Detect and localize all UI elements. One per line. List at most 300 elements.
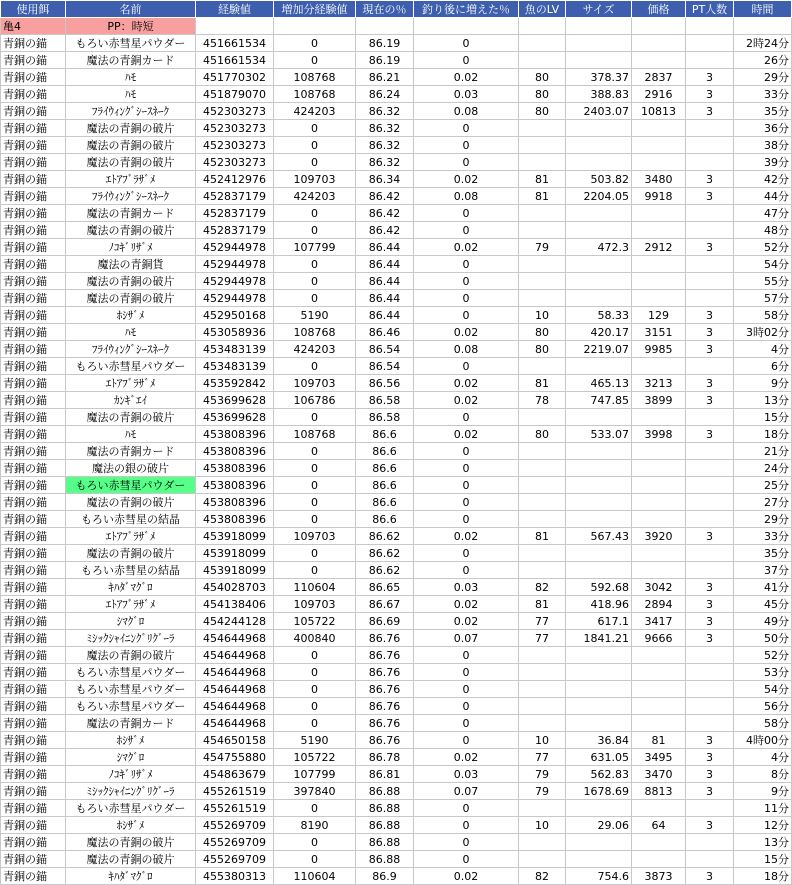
table-cell[interactable]: 86.76 (356, 715, 414, 732)
table-cell[interactable]: 9分 (734, 783, 792, 800)
table-cell[interactable]: 454644968 (196, 681, 274, 698)
table-cell[interactable]: 3 (686, 375, 734, 392)
table-cell[interactable]: 452950168 (196, 307, 274, 324)
table-cell[interactable]: 3470 (632, 766, 686, 783)
table-cell[interactable]: 3 (686, 868, 734, 885)
table-cell[interactable]: 魔法の青銅の破片 (66, 409, 196, 426)
table-cell[interactable]: 81 (519, 596, 566, 613)
table-cell[interactable]: 86.32 (356, 154, 414, 171)
table-cell[interactable]: 3 (686, 528, 734, 545)
table-cell[interactable] (566, 154, 632, 171)
table-cell[interactable]: 50分 (734, 630, 792, 647)
table-cell[interactable]: 592.68 (566, 579, 632, 596)
table-cell[interactable]: 3 (686, 341, 734, 358)
table-cell[interactable]: 青銅の錨 (1, 222, 66, 239)
table-cell[interactable]: 451770302 (196, 69, 274, 86)
table-cell[interactable]: 0 (274, 664, 356, 681)
table-cell[interactable] (566, 222, 632, 239)
table-cell[interactable] (686, 511, 734, 528)
table-cell[interactable]: 0 (414, 273, 519, 290)
table-cell[interactable] (519, 511, 566, 528)
table-cell[interactable]: 86.88 (356, 851, 414, 868)
table-cell[interactable]: 451661534 (196, 52, 274, 69)
table-cell[interactable]: 424203 (274, 341, 356, 358)
table-cell[interactable]: 108768 (274, 69, 356, 86)
table-cell[interactable] (632, 443, 686, 460)
table-cell[interactable]: 747.85 (566, 392, 632, 409)
table-cell[interactable] (632, 18, 686, 35)
table-cell[interactable]: 29分 (734, 69, 792, 86)
table-cell[interactable]: 58分 (734, 307, 792, 324)
table-cell[interactable]: 80 (519, 86, 566, 103)
table-cell[interactable]: 0 (414, 511, 519, 528)
subheader-note-cell[interactable]: PP：時短 (66, 18, 196, 35)
table-cell[interactable]: 454644968 (196, 647, 274, 664)
table-cell[interactable] (686, 205, 734, 222)
table-cell[interactable]: 86.62 (356, 545, 414, 562)
table-cell[interactable]: 2403.07 (566, 103, 632, 120)
table-cell[interactable]: 青銅の錨 (1, 273, 66, 290)
table-cell[interactable]: ｴﾄｱﾌﾞﾗｻﾞﾒ (66, 596, 196, 613)
table-cell[interactable] (686, 800, 734, 817)
table-cell[interactable] (519, 562, 566, 579)
col-header-price[interactable]: 価格 (632, 1, 686, 18)
table-cell[interactable]: 3213 (632, 375, 686, 392)
table-cell[interactable]: 0 (414, 545, 519, 562)
table-cell[interactable]: 0 (274, 477, 356, 494)
table-cell[interactable]: 86.81 (356, 766, 414, 783)
table-cell[interactable]: 0.08 (414, 188, 519, 205)
table-cell[interactable]: 魔法の青銅カード (66, 205, 196, 222)
table-cell[interactable]: もろい赤彗星パウダー (66, 800, 196, 817)
table-cell[interactable]: 8813 (632, 783, 686, 800)
table-cell[interactable]: 5190 (274, 732, 356, 749)
table-cell[interactable]: 86.88 (356, 783, 414, 800)
table-cell[interactable] (632, 256, 686, 273)
table-cell[interactable] (686, 290, 734, 307)
table-cell[interactable]: 魔法の青銅の破片 (66, 273, 196, 290)
table-cell[interactable]: 0.02 (414, 171, 519, 188)
table-cell[interactable]: 青銅の錨 (1, 239, 66, 256)
table-cell[interactable]: 3 (686, 766, 734, 783)
table-cell[interactable] (632, 681, 686, 698)
table-cell[interactable]: 54分 (734, 256, 792, 273)
table-cell[interactable]: 86.19 (356, 35, 414, 52)
table-cell[interactable] (566, 137, 632, 154)
table-cell[interactable]: 3 (686, 103, 734, 120)
table-cell[interactable]: 455261519 (196, 800, 274, 817)
table-cell[interactable]: ﾐｼｯｸｼｬｲﾆﾝｸﾞﾘｸﾞｰﾗ (66, 783, 196, 800)
table-cell[interactable]: 青銅の錨 (1, 613, 66, 630)
table-cell[interactable]: 79 (519, 783, 566, 800)
table-cell[interactable]: 562.83 (566, 766, 632, 783)
table-cell[interactable] (566, 205, 632, 222)
table-cell[interactable]: 3 (686, 324, 734, 341)
table-cell[interactable]: 4分 (734, 341, 792, 358)
table-cell[interactable]: 8分 (734, 766, 792, 783)
table-cell[interactable]: 56分 (734, 698, 792, 715)
table-cell[interactable] (686, 494, 734, 511)
table-cell[interactable] (566, 460, 632, 477)
table-cell[interactable]: 451661534 (196, 35, 274, 52)
table-cell[interactable]: 青銅の錨 (1, 732, 66, 749)
table-cell[interactable] (566, 52, 632, 69)
table-cell[interactable]: 27分 (734, 494, 792, 511)
table-cell[interactable]: 青銅の錨 (1, 800, 66, 817)
table-cell[interactable]: 86.19 (356, 52, 414, 69)
table-cell[interactable] (519, 52, 566, 69)
table-cell[interactable] (734, 18, 792, 35)
table-cell[interactable]: もろい赤彗星パウダー (66, 35, 196, 52)
table-cell[interactable] (519, 715, 566, 732)
table-cell[interactable] (632, 35, 686, 52)
table-cell[interactable] (632, 154, 686, 171)
table-cell[interactable] (632, 273, 686, 290)
table-cell[interactable] (566, 681, 632, 698)
table-cell[interactable]: 青銅の錨 (1, 188, 66, 205)
table-cell[interactable]: ﾐｼｯｸｼｬｲﾆﾝｸﾞﾘｸﾞｰﾗ (66, 630, 196, 647)
table-cell[interactable]: もろい赤彗星パウダー (66, 698, 196, 715)
table-cell[interactable]: 453808396 (196, 477, 274, 494)
table-cell[interactable] (356, 18, 414, 35)
table-cell[interactable]: 10813 (632, 103, 686, 120)
table-cell[interactable] (632, 664, 686, 681)
table-cell[interactable]: 533.07 (566, 426, 632, 443)
table-cell[interactable]: 86.65 (356, 579, 414, 596)
table-cell[interactable]: 青銅の錨 (1, 596, 66, 613)
table-cell[interactable]: ﾌﾗｲｳｨﾝｸﾞｼｰｽﾈｰｸ (66, 188, 196, 205)
table-cell[interactable]: 86.6 (356, 477, 414, 494)
table-cell[interactable]: 8190 (274, 817, 356, 834)
table-cell[interactable]: 0 (414, 834, 519, 851)
table-cell[interactable]: 青銅の錨 (1, 647, 66, 664)
table-cell[interactable]: 80 (519, 103, 566, 120)
table-cell[interactable]: 86.42 (356, 205, 414, 222)
table-cell[interactable] (632, 511, 686, 528)
table-cell[interactable]: 455269709 (196, 817, 274, 834)
table-cell[interactable]: 9918 (632, 188, 686, 205)
table-cell[interactable] (566, 511, 632, 528)
table-cell[interactable]: 35分 (734, 103, 792, 120)
table-cell[interactable] (632, 358, 686, 375)
table-cell[interactable]: 81 (519, 171, 566, 188)
table-cell[interactable]: 453808396 (196, 426, 274, 443)
table-cell[interactable]: 378.37 (566, 69, 632, 86)
table-cell[interactable]: 2912 (632, 239, 686, 256)
table-cell[interactable]: 33分 (734, 528, 792, 545)
table-cell[interactable]: 魔法の青銅の破片 (66, 120, 196, 137)
table-cell[interactable]: 39分 (734, 154, 792, 171)
table-cell[interactable]: 109703 (274, 528, 356, 545)
table-cell[interactable]: 26分 (734, 52, 792, 69)
col-header-percent-gain[interactable]: 釣り後に増えた％ (414, 1, 519, 18)
table-cell[interactable] (686, 52, 734, 69)
table-cell[interactable]: 86.58 (356, 409, 414, 426)
table-cell[interactable] (686, 647, 734, 664)
table-cell[interactable]: もろい赤彗星の結晶 (66, 562, 196, 579)
table-cell[interactable]: 0 (414, 290, 519, 307)
table-cell[interactable]: 1841.21 (566, 630, 632, 647)
table-cell[interactable]: 41分 (734, 579, 792, 596)
table-cell[interactable]: 2916 (632, 86, 686, 103)
table-cell[interactable]: 453483139 (196, 341, 274, 358)
table-cell[interactable]: 49分 (734, 613, 792, 630)
table-cell[interactable]: 424203 (274, 188, 356, 205)
table-cell[interactable]: 青銅の錨 (1, 120, 66, 137)
table-cell[interactable] (519, 545, 566, 562)
table-cell[interactable]: 0.02 (414, 324, 519, 341)
table-cell[interactable]: 36分 (734, 120, 792, 137)
table-cell[interactable]: 86.69 (356, 613, 414, 630)
table-cell[interactable]: 617.1 (566, 613, 632, 630)
table-cell[interactable] (196, 18, 274, 35)
table-cell[interactable]: 4時00分 (734, 732, 792, 749)
table-cell[interactable] (519, 494, 566, 511)
table-cell[interactable]: 0 (274, 562, 356, 579)
table-cell[interactable]: 3 (686, 307, 734, 324)
table-cell[interactable]: ﾎｼｻﾞﾒ (66, 307, 196, 324)
col-header-fish-level[interactable]: 魚のLV (519, 1, 566, 18)
table-cell[interactable]: 青銅の錨 (1, 256, 66, 273)
table-cell[interactable]: 86.88 (356, 800, 414, 817)
table-cell[interactable] (566, 443, 632, 460)
table-cell[interactable] (632, 647, 686, 664)
table-cell[interactable]: 454138406 (196, 596, 274, 613)
table-cell[interactable]: 57分 (734, 290, 792, 307)
table-cell[interactable]: 0.02 (414, 528, 519, 545)
table-cell[interactable]: 10 (519, 307, 566, 324)
table-cell[interactable]: 452944978 (196, 290, 274, 307)
table-cell[interactable]: 0 (274, 137, 356, 154)
table-cell[interactable]: 80 (519, 324, 566, 341)
table-cell[interactable]: 3 (686, 630, 734, 647)
table-cell[interactable]: 魔法の青銅カード (66, 52, 196, 69)
table-cell[interactable]: ﾊﾓ (66, 324, 196, 341)
table-cell[interactable] (686, 715, 734, 732)
table-cell[interactable] (566, 698, 632, 715)
table-cell[interactable] (566, 358, 632, 375)
table-cell[interactable]: 青銅の錨 (1, 630, 66, 647)
table-cell[interactable]: 10 (519, 732, 566, 749)
table-cell[interactable]: 453918099 (196, 545, 274, 562)
table-cell[interactable]: 86.58 (356, 392, 414, 409)
table-cell[interactable]: 0 (414, 205, 519, 222)
table-cell[interactable]: 0 (274, 35, 356, 52)
table-cell[interactable]: ﾉｺｷﾞﾘｻﾞﾒ (66, 766, 196, 783)
table-cell[interactable]: ｼﾏｸﾞﾛ (66, 749, 196, 766)
table-cell[interactable]: 0 (274, 698, 356, 715)
table-cell[interactable]: もろい赤彗星パウダー (66, 681, 196, 698)
table-cell[interactable]: 45分 (734, 596, 792, 613)
table-cell[interactable]: 453699628 (196, 392, 274, 409)
table-cell[interactable] (566, 545, 632, 562)
table-cell[interactable]: 108768 (274, 86, 356, 103)
table-cell[interactable]: 454755880 (196, 749, 274, 766)
table-cell[interactable]: 5190 (274, 307, 356, 324)
table-cell[interactable]: 754.6 (566, 868, 632, 885)
table-cell[interactable]: 24分 (734, 460, 792, 477)
table-cell[interactable] (686, 562, 734, 579)
table-cell[interactable]: 0 (274, 273, 356, 290)
table-cell[interactable]: 454863679 (196, 766, 274, 783)
table-cell[interactable]: 420.17 (566, 324, 632, 341)
table-cell[interactable]: 129 (632, 307, 686, 324)
table-cell[interactable]: 青銅の錨 (1, 545, 66, 562)
table-cell[interactable]: 86.76 (356, 630, 414, 647)
col-header-current-percent[interactable]: 現在の％ (356, 1, 414, 18)
table-cell[interactable]: 86.88 (356, 817, 414, 834)
table-cell[interactable]: 86.44 (356, 290, 414, 307)
table-cell[interactable]: 青銅の錨 (1, 205, 66, 222)
table-cell[interactable]: ﾊﾓ (66, 69, 196, 86)
table-cell[interactable]: 3 (686, 392, 734, 409)
table-cell[interactable]: 48分 (734, 222, 792, 239)
table-cell[interactable]: 455269709 (196, 834, 274, 851)
table-cell[interactable]: 0 (274, 647, 356, 664)
table-cell[interactable]: ﾎｼｻﾞﾒ (66, 732, 196, 749)
table-cell[interactable]: 397840 (274, 783, 356, 800)
table-cell[interactable]: 0 (274, 681, 356, 698)
table-cell[interactable]: 86.32 (356, 137, 414, 154)
col-header-time[interactable]: 時間 (734, 1, 792, 18)
table-cell[interactable]: 0 (274, 494, 356, 511)
table-cell[interactable] (686, 443, 734, 460)
table-cell[interactable] (519, 120, 566, 137)
table-cell[interactable]: 453918099 (196, 528, 274, 545)
table-cell[interactable] (632, 222, 686, 239)
table-cell[interactable]: 0 (274, 222, 356, 239)
table-cell[interactable]: 452837179 (196, 205, 274, 222)
table-cell[interactable]: ｷﾊﾀﾞﾏｸﾞﾛ (66, 579, 196, 596)
table-cell[interactable]: 86.9 (356, 868, 414, 885)
table-cell[interactable]: 631.05 (566, 749, 632, 766)
table-cell[interactable]: 青銅の錨 (1, 851, 66, 868)
table-cell[interactable]: 105722 (274, 749, 356, 766)
table-cell[interactable] (566, 800, 632, 817)
table-cell[interactable]: 青銅の錨 (1, 477, 66, 494)
table-cell[interactable] (519, 477, 566, 494)
table-cell[interactable]: 58.33 (566, 307, 632, 324)
table-cell[interactable]: 魔法の青銅の破片 (66, 290, 196, 307)
table-cell[interactable]: 86.54 (356, 341, 414, 358)
table-cell[interactable] (632, 545, 686, 562)
table-cell[interactable]: 魔法の青銅カード (66, 715, 196, 732)
table-cell[interactable]: 0 (274, 205, 356, 222)
table-cell[interactable]: 452303273 (196, 120, 274, 137)
table-cell[interactable] (519, 460, 566, 477)
table-cell[interactable] (686, 834, 734, 851)
table-cell[interactable]: 0 (414, 698, 519, 715)
table-cell[interactable] (519, 222, 566, 239)
table-cell[interactable]: 452944978 (196, 239, 274, 256)
table-cell[interactable]: 567.43 (566, 528, 632, 545)
table-cell[interactable]: 11分 (734, 800, 792, 817)
table-cell[interactable]: ｴﾄｱﾌﾞﾗｻﾞﾒ (66, 171, 196, 188)
table-cell[interactable]: 86.32 (356, 120, 414, 137)
table-cell[interactable]: 1678.69 (566, 783, 632, 800)
table-cell[interactable]: 82 (519, 579, 566, 596)
table-cell[interactable]: 86.76 (356, 664, 414, 681)
table-cell[interactable]: 青銅の錨 (1, 783, 66, 800)
table-cell[interactable]: 453592842 (196, 375, 274, 392)
table-cell[interactable]: 0.07 (414, 630, 519, 647)
table-cell[interactable]: 0 (274, 52, 356, 69)
table-cell[interactable]: 0 (414, 443, 519, 460)
table-cell[interactable]: 37分 (734, 562, 792, 579)
table-cell[interactable]: 79 (519, 239, 566, 256)
table-cell[interactable] (566, 120, 632, 137)
table-cell[interactable] (519, 443, 566, 460)
table-cell[interactable]: 青銅の錨 (1, 562, 66, 579)
table-cell[interactable] (632, 477, 686, 494)
table-cell[interactable]: ｴﾄｱﾌﾞﾗｻﾞﾒ (66, 528, 196, 545)
table-cell[interactable]: 13分 (734, 392, 792, 409)
table-cell[interactable]: 0.02 (414, 749, 519, 766)
table-cell[interactable]: ﾎｼｻﾞﾒ (66, 817, 196, 834)
table-cell[interactable]: 109703 (274, 171, 356, 188)
table-cell[interactable] (519, 154, 566, 171)
table-cell[interactable]: 400840 (274, 630, 356, 647)
table-cell[interactable]: 3480 (632, 171, 686, 188)
table-cell[interactable]: 0 (274, 460, 356, 477)
table-cell[interactable]: 86.34 (356, 171, 414, 188)
table-cell[interactable]: 0 (414, 477, 519, 494)
table-cell[interactable]: 青銅の錨 (1, 392, 66, 409)
table-cell[interactable]: 110604 (274, 868, 356, 885)
table-cell[interactable]: 82 (519, 868, 566, 885)
table-cell[interactable]: 0.03 (414, 86, 519, 103)
table-cell[interactable] (519, 290, 566, 307)
table-cell[interactable] (632, 494, 686, 511)
table-cell[interactable] (519, 681, 566, 698)
table-cell[interactable] (566, 18, 632, 35)
table-cell[interactable]: 86.76 (356, 698, 414, 715)
table-cell[interactable]: 80 (519, 426, 566, 443)
table-cell[interactable] (686, 273, 734, 290)
table-cell[interactable]: 453058936 (196, 324, 274, 341)
table-cell[interactable]: 454644968 (196, 698, 274, 715)
table-cell[interactable]: 魔法の青銅貨 (66, 256, 196, 273)
table-cell[interactable]: 36.84 (566, 732, 632, 749)
table-cell[interactable]: 12分 (734, 817, 792, 834)
table-cell[interactable]: 107799 (274, 766, 356, 783)
table-cell[interactable]: 81 (632, 732, 686, 749)
table-cell[interactable]: 452837179 (196, 222, 274, 239)
table-cell[interactable]: 0 (414, 732, 519, 749)
table-cell[interactable]: 35分 (734, 545, 792, 562)
table-cell[interactable] (519, 18, 566, 35)
table-cell[interactable]: 魔法の青銅の破片 (66, 494, 196, 511)
table-cell[interactable]: 52分 (734, 647, 792, 664)
table-cell[interactable] (566, 477, 632, 494)
table-cell[interactable]: 453808396 (196, 494, 274, 511)
table-cell[interactable] (519, 409, 566, 426)
col-header-party-size[interactable]: PT人数 (686, 1, 734, 18)
table-cell[interactable]: 0 (414, 120, 519, 137)
table-cell[interactable] (686, 477, 734, 494)
table-cell[interactable]: 108768 (274, 324, 356, 341)
table-cell[interactable]: 424203 (274, 103, 356, 120)
table-cell[interactable]: 青銅の錨 (1, 103, 66, 120)
table-cell[interactable] (686, 120, 734, 137)
table-cell[interactable]: 3920 (632, 528, 686, 545)
table-cell[interactable]: 15分 (734, 409, 792, 426)
table-cell[interactable]: 86.21 (356, 69, 414, 86)
table-cell[interactable] (519, 647, 566, 664)
table-cell[interactable]: 452837179 (196, 188, 274, 205)
table-cell[interactable]: 454244128 (196, 613, 274, 630)
table-cell[interactable]: 2204.05 (566, 188, 632, 205)
